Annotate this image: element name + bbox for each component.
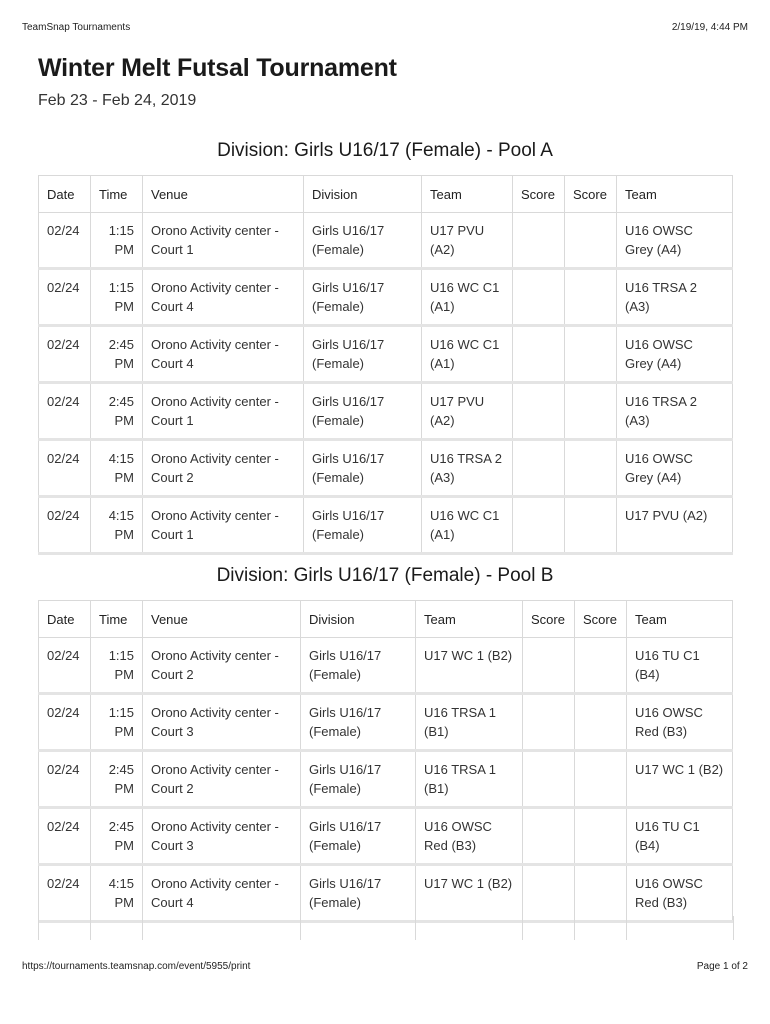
cell-division: Girls U16/17 (Female) [304,497,422,554]
cell-home-team: U16 TRSA 1 (B1) [416,694,523,751]
cell-home-team: U17 WC 1 (B2) [416,638,523,694]
table-row [39,694,733,751]
cell-away-score [575,638,627,694]
cell-venue: Orono Activity center - Court 3 [143,808,301,865]
cell-venue: Orono Activity center - Court 4 [143,269,304,326]
cell-away-score [565,440,617,497]
cell-home-team: U17 WC 1 (B2) [416,865,523,922]
cell-home-score [523,808,575,865]
cell-venue: Orono Activity center - Court 1 [143,383,304,440]
cell-date: 02/24 [39,326,91,383]
cell-date: 02/24 [39,808,91,865]
cell-away-team: U16 TU C1 (B4) [627,638,733,694]
cell-away-team: U16 TU C1 (B4) [627,808,733,865]
table-row [39,440,733,497]
cell-away-score [575,751,627,808]
cell-away-team: U16 TRSA 2 (A3) [617,383,733,440]
cell-away-score [565,497,617,554]
cell-venue: Orono Activity center - Court 1 [143,213,304,269]
table-row [39,383,733,440]
cell-away-score [575,865,627,922]
table-row [39,213,733,269]
cell-away-team: U16 OWSC Red (B3) [627,865,733,922]
cell-time: 2:45 PM [91,383,143,440]
cell-division: Girls U16/17 (Female) [301,751,416,808]
col-header-team: Team [422,176,513,213]
table-row [39,638,733,694]
cell-time: 1:15 PM [91,638,143,694]
cell-time: 2:45 PM [91,326,143,383]
cell-home-score [513,383,565,440]
table-continuation [38,916,734,940]
cell-home-team: U16 TRSA 2 (A3) [422,440,513,497]
print-footer [22,961,748,972]
cell-date: 02/24 [39,383,91,440]
schedule-table-pool-a [38,175,733,555]
table-header-row [39,176,733,213]
cell-division: Girls U16/17 (Female) [304,383,422,440]
cell-away-score [565,213,617,269]
cell-away-team: U17 PVU (A2) [617,497,733,554]
cell-venue: Orono Activity center - Court 2 [143,440,304,497]
cell-away-score [575,808,627,865]
cell-date: 02/24 [39,865,91,922]
cell-time: 1:15 PM [91,269,143,326]
table-header-row [39,601,733,638]
col-header-score: Score [575,601,627,638]
col-header-date: Date [39,176,91,213]
cell-time: 1:15 PM [91,694,143,751]
col-header-score: Score [513,176,565,213]
cell-venue: Orono Activity center - Court 1 [143,497,304,554]
cell-home-team: U17 PVU (A2) [422,383,513,440]
division-heading-pool-a: Division: Girls U16/17 (Female) - Pool A [217,140,553,161]
col-header-score: Score [523,601,575,638]
cell-division: Girls U16/17 (Female) [304,440,422,497]
print-footer-url: https://tournaments.teamsnap.com/event/5955/print [22,961,251,972]
col-header-venue: Venue [143,601,301,638]
cell-home-team: U16 WC C1 (A1) [422,326,513,383]
event-dates: Feb 23 - Feb 24, 2019 [38,92,197,109]
cell-venue: Orono Activity center - Court 4 [143,326,304,383]
table-row [39,751,733,808]
cell-away-score [565,326,617,383]
col-header-time: Time [91,601,143,638]
col-header-venue: Venue [143,176,304,213]
cell-home-score [513,326,565,383]
cell-home-team: U16 WC C1 (A1) [422,497,513,554]
cell-time: 4:15 PM [91,497,143,554]
cell-division: Girls U16/17 (Female) [304,269,422,326]
cell-date: 02/24 [39,269,91,326]
division-heading-pool-b: Division: Girls U16/17 (Female) - Pool B [216,565,554,586]
cell-venue: Orono Activity center - Court 2 [143,751,301,808]
cell-time: 4:15 PM [91,865,143,922]
cell-home-team: U17 PVU (A2) [422,213,513,269]
print-header [22,22,748,33]
cell-home-score [523,865,575,922]
cell-time: 2:45 PM [91,808,143,865]
cell-venue: Orono Activity center - Court 2 [143,638,301,694]
cell-venue: Orono Activity center - Court 3 [143,694,301,751]
cell-home-team: U16 TRSA 1 (B1) [416,751,523,808]
cell-away-score [565,383,617,440]
col-header-team: Team [416,601,523,638]
cell-away-team: U16 OWSC Grey (A4) [617,440,733,497]
cell-home-team: U16 WC C1 (A1) [422,269,513,326]
print-header-site: TeamSnap Tournaments [22,22,131,33]
cell-home-score [523,694,575,751]
cell-time: 1:15 PM [91,213,143,269]
cell-home-score [513,269,565,326]
cell-home-score [513,213,565,269]
cell-home-score [513,440,565,497]
cell-away-team: U16 TRSA 2 (A3) [617,269,733,326]
schedule-table-pool-b [38,600,733,923]
table-row [39,808,733,865]
cell-away-team: U17 WC 1 (B2) [627,751,733,808]
cell-division: Girls U16/17 (Female) [304,213,422,269]
cell-date: 02/24 [39,751,91,808]
cell-division: Girls U16/17 (Female) [301,694,416,751]
cell-date: 02/24 [39,497,91,554]
col-header-team: Team [617,176,733,213]
cell-home-team: U16 OWSC Red (B3) [416,808,523,865]
cell-date: 02/24 [39,440,91,497]
col-header-team: Team [627,601,733,638]
cell-away-team: U16 OWSC Grey (A4) [617,326,733,383]
print-footer-page: Page 1 of 2 [696,961,748,972]
col-header-division: Division [301,601,416,638]
cell-time: 4:15 PM [91,440,143,497]
cell-division: Girls U16/17 (Female) [301,638,416,694]
table-row [39,497,733,554]
col-header-time: Time [91,176,143,213]
cell-division: Girls U16/17 (Female) [301,865,416,922]
cell-date: 02/24 [39,213,91,269]
cell-venue: Orono Activity center - Court 4 [143,865,301,922]
cell-date: 02/24 [39,638,91,694]
table-row [39,865,733,922]
cell-division: Girls U16/17 (Female) [304,326,422,383]
print-header-timestamp: 2/19/19, 4:44 PM [671,22,748,33]
col-header-score: Score [565,176,617,213]
cell-division: Girls U16/17 (Female) [301,808,416,865]
col-header-date: Date [39,601,91,638]
col-header-division: Division [304,176,422,213]
cell-away-team: U16 OWSC Red (B3) [627,694,733,751]
cell-time: 2:45 PM [91,751,143,808]
table-row [39,269,733,326]
event-title: Winter Melt Futsal Tournament [38,54,397,82]
cell-home-score [513,497,565,554]
cell-home-score [523,638,575,694]
cell-away-team: U16 OWSC Grey (A4) [617,213,733,269]
cell-date: 02/24 [39,694,91,751]
cell-away-score [565,269,617,326]
table-row [39,326,733,383]
cell-away-score [575,694,627,751]
cell-home-score [523,751,575,808]
